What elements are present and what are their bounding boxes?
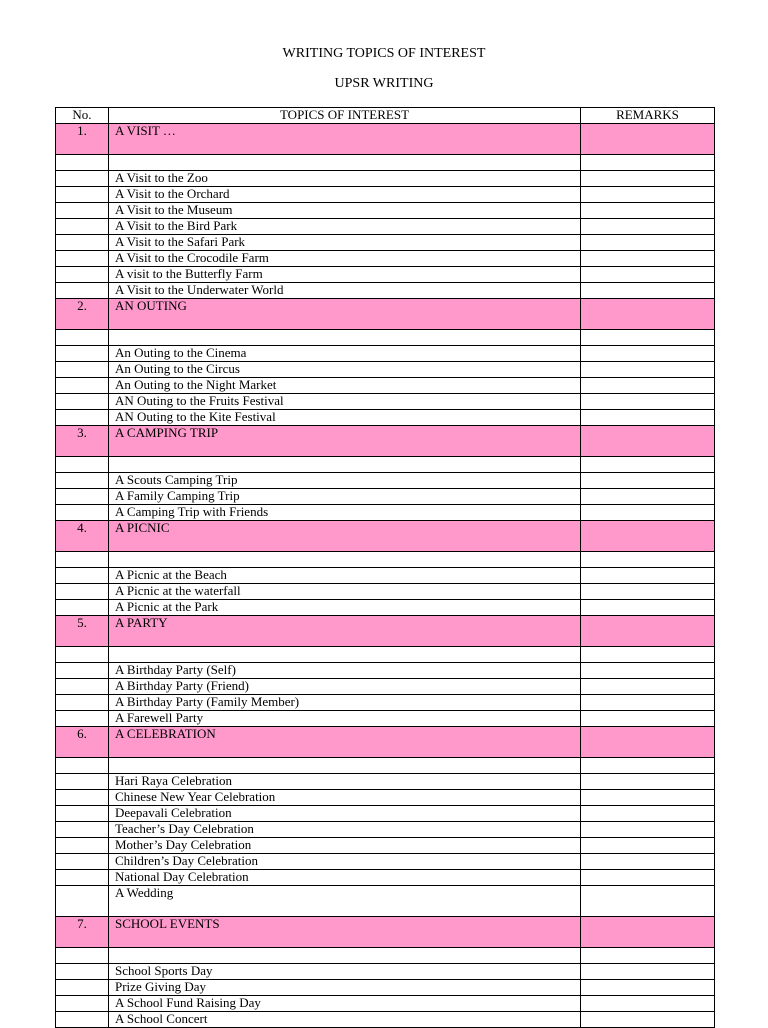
number-cell	[56, 568, 109, 584]
table-row	[56, 600, 715, 616]
table-row	[56, 838, 715, 854]
empty-cell	[56, 647, 109, 663]
topic-cell: Mother’s Day Celebration	[109, 838, 581, 854]
topic-cell: A Picnic at the Beach	[109, 568, 581, 584]
number-cell	[56, 996, 109, 1012]
topic-cell: AN Outing to the Fruits Festival	[109, 394, 581, 410]
table-row	[56, 980, 715, 996]
table-row	[56, 1012, 715, 1028]
number-cell	[56, 600, 109, 616]
table-row	[56, 679, 715, 695]
column-header-no: No.	[56, 108, 109, 124]
topic-cell: An Outing to the Cinema	[109, 346, 581, 362]
table-row	[56, 806, 715, 822]
section-number: 4.	[56, 521, 109, 552]
remarks-cell	[581, 203, 715, 219]
table-row	[56, 568, 715, 584]
table-row	[56, 711, 715, 727]
number-cell	[56, 584, 109, 600]
section-title: SCHOOL EVENTS	[109, 917, 581, 948]
number-cell	[56, 822, 109, 838]
section-header-row	[56, 521, 715, 552]
table-row	[56, 203, 715, 219]
empty-cell	[109, 330, 581, 346]
table-row	[56, 505, 715, 521]
empty-cell	[109, 758, 581, 774]
number-cell	[56, 346, 109, 362]
remarks-cell	[581, 552, 715, 568]
number-cell	[56, 410, 109, 426]
number-cell	[56, 695, 109, 711]
section-header-row	[56, 616, 715, 647]
remarks-cell	[581, 806, 715, 822]
remarks-cell	[581, 711, 715, 727]
section-header-row	[56, 299, 715, 330]
remarks-cell	[581, 758, 715, 774]
empty-cell	[109, 155, 581, 171]
topic-cell: A School Concert	[109, 1012, 581, 1028]
table-header-row	[56, 108, 715, 124]
remarks-cell	[581, 410, 715, 426]
section-title: A PARTY	[109, 616, 581, 647]
number-cell	[56, 171, 109, 187]
remarks-cell	[581, 600, 715, 616]
remarks-cell	[581, 362, 715, 378]
remarks-cell	[581, 299, 715, 330]
table-row	[56, 996, 715, 1012]
table-row	[56, 886, 715, 917]
topic-cell: Teacher’s Day Celebration	[109, 822, 581, 838]
topic-cell: A Birthday Party (Self)	[109, 663, 581, 679]
number-cell	[56, 964, 109, 980]
topic-cell: A Birthday Party (Family Member)	[109, 695, 581, 711]
number-cell	[56, 870, 109, 886]
table-row	[56, 790, 715, 806]
remarks-cell	[581, 1012, 715, 1028]
empty-cell	[56, 758, 109, 774]
topic-cell: A visit to the Butterfly Farm	[109, 267, 581, 283]
topic-cell: Prize Giving Day	[109, 980, 581, 996]
table-row	[56, 695, 715, 711]
topic-cell: A Picnic at the waterfall	[109, 584, 581, 600]
topic-cell: A Visit to the Underwater World	[109, 283, 581, 299]
section-number: 6.	[56, 727, 109, 758]
number-cell	[56, 283, 109, 299]
remarks-cell	[581, 155, 715, 171]
topic-cell: A Visit to the Museum	[109, 203, 581, 219]
topic-cell: A Visit to the Bird Park	[109, 219, 581, 235]
remarks-cell	[581, 679, 715, 695]
empty-cell	[56, 948, 109, 964]
table-row	[56, 267, 715, 283]
topic-cell: A Farewell Party	[109, 711, 581, 727]
spacer-row	[56, 647, 715, 663]
number-cell	[56, 473, 109, 489]
remarks-cell	[581, 695, 715, 711]
spacer-row	[56, 457, 715, 473]
topic-cell: A Visit to the Safari Park	[109, 235, 581, 251]
number-cell	[56, 394, 109, 410]
section-title: A PICNIC	[109, 521, 581, 552]
topic-cell: Deepavali Celebration	[109, 806, 581, 822]
table-row	[56, 378, 715, 394]
remarks-cell	[581, 647, 715, 663]
table-row	[56, 870, 715, 886]
topic-cell: Children’s Day Celebration	[109, 854, 581, 870]
topic-cell: A Wedding	[109, 886, 581, 917]
remarks-cell	[581, 267, 715, 283]
remarks-cell	[581, 886, 715, 917]
table-row	[56, 394, 715, 410]
section-number: 3.	[56, 426, 109, 457]
number-cell	[56, 1012, 109, 1028]
topic-cell: A Visit to the Zoo	[109, 171, 581, 187]
number-cell	[56, 774, 109, 790]
table-row	[56, 663, 715, 679]
number-cell	[56, 219, 109, 235]
remarks-cell	[581, 457, 715, 473]
section-header-row	[56, 727, 715, 758]
remarks-cell	[581, 996, 715, 1012]
number-cell	[56, 235, 109, 251]
table-row	[56, 410, 715, 426]
topic-cell: A School Fund Raising Day	[109, 996, 581, 1012]
section-title: A CAMPING TRIP	[109, 426, 581, 457]
remarks-cell	[581, 473, 715, 489]
number-cell	[56, 980, 109, 996]
table-body	[56, 124, 715, 1028]
number-cell	[56, 838, 109, 854]
empty-cell	[56, 552, 109, 568]
table-row	[56, 473, 715, 489]
spacer-row	[56, 330, 715, 346]
number-cell	[56, 679, 109, 695]
remarks-cell	[581, 219, 715, 235]
number-cell	[56, 886, 109, 917]
section-header-row	[56, 917, 715, 948]
empty-cell	[109, 552, 581, 568]
table-row	[56, 283, 715, 299]
table-row	[56, 854, 715, 870]
column-header-remarks: REMARKS	[581, 108, 715, 124]
remarks-cell	[581, 346, 715, 362]
table-row	[56, 219, 715, 235]
section-title: AN OUTING	[109, 299, 581, 330]
empty-cell	[56, 155, 109, 171]
remarks-cell	[581, 870, 715, 886]
remarks-cell	[581, 663, 715, 679]
number-cell	[56, 267, 109, 283]
remarks-cell	[581, 251, 715, 267]
page-subtitle: UPSR WRITING	[334, 76, 434, 91]
remarks-cell	[581, 774, 715, 790]
section-number: 7.	[56, 917, 109, 948]
remarks-cell	[581, 616, 715, 647]
section-header-row	[56, 426, 715, 457]
table-row	[56, 251, 715, 267]
remarks-cell	[581, 187, 715, 203]
remarks-cell	[581, 283, 715, 299]
number-cell	[56, 489, 109, 505]
remarks-cell	[581, 854, 715, 870]
section-header-row	[56, 124, 715, 155]
section-number: 5.	[56, 616, 109, 647]
remarks-cell	[581, 727, 715, 758]
number-cell	[56, 663, 109, 679]
number-cell	[56, 806, 109, 822]
section-title: A CELEBRATION	[109, 727, 581, 758]
empty-cell	[109, 948, 581, 964]
remarks-cell	[581, 489, 715, 505]
topic-cell: A Visit to the Orchard	[109, 187, 581, 203]
remarks-cell	[581, 394, 715, 410]
topics-table	[55, 107, 715, 1028]
topic-cell: A Camping Trip with Friends	[109, 505, 581, 521]
remarks-cell	[581, 948, 715, 964]
page-title: WRITING TOPICS OF INTEREST	[282, 46, 486, 61]
table-row	[56, 964, 715, 980]
remarks-cell	[581, 568, 715, 584]
table-row	[56, 362, 715, 378]
empty-cell	[56, 457, 109, 473]
remarks-cell	[581, 790, 715, 806]
topic-cell: Hari Raya Celebration	[109, 774, 581, 790]
empty-cell	[56, 330, 109, 346]
number-cell	[56, 203, 109, 219]
table-row	[56, 584, 715, 600]
table-row	[56, 774, 715, 790]
table-row	[56, 187, 715, 203]
topic-cell: A Birthday Party (Friend)	[109, 679, 581, 695]
remarks-cell	[581, 426, 715, 457]
number-cell	[56, 711, 109, 727]
number-cell	[56, 187, 109, 203]
table-row	[56, 235, 715, 251]
topic-cell: AN Outing to the Kite Festival	[109, 410, 581, 426]
section-number: 1.	[56, 124, 109, 155]
table-row	[56, 489, 715, 505]
spacer-row	[56, 155, 715, 171]
number-cell	[56, 790, 109, 806]
topic-cell: A Family Camping Trip	[109, 489, 581, 505]
section-number: 2.	[56, 299, 109, 330]
topic-cell: A Visit to the Crocodile Farm	[109, 251, 581, 267]
table-row	[56, 346, 715, 362]
empty-cell	[109, 647, 581, 663]
remarks-cell	[581, 124, 715, 155]
number-cell	[56, 505, 109, 521]
topic-cell: An Outing to the Night Market	[109, 378, 581, 394]
remarks-cell	[581, 378, 715, 394]
number-cell	[56, 251, 109, 267]
topic-cell: Chinese New Year Celebration	[109, 790, 581, 806]
remarks-cell	[581, 521, 715, 552]
topic-cell: A Scouts Camping Trip	[109, 473, 581, 489]
remarks-cell	[581, 822, 715, 838]
section-title: A VISIT …	[109, 124, 581, 155]
column-header-topic: TOPICS OF INTEREST	[109, 108, 581, 124]
remarks-cell	[581, 330, 715, 346]
spacer-row	[56, 758, 715, 774]
topic-cell: School Sports Day	[109, 964, 581, 980]
remarks-cell	[581, 235, 715, 251]
number-cell	[56, 854, 109, 870]
spacer-row	[56, 948, 715, 964]
table-row	[56, 171, 715, 187]
table-row	[56, 822, 715, 838]
topic-cell: National Day Celebration	[109, 870, 581, 886]
topic-cell: A Picnic at the Park	[109, 600, 581, 616]
spacer-row	[56, 552, 715, 568]
remarks-cell	[581, 838, 715, 854]
remarks-cell	[581, 980, 715, 996]
number-cell	[56, 378, 109, 394]
remarks-cell	[581, 505, 715, 521]
remarks-cell	[581, 171, 715, 187]
remarks-cell	[581, 964, 715, 980]
remarks-cell	[581, 917, 715, 948]
empty-cell	[109, 457, 581, 473]
number-cell	[56, 362, 109, 378]
remarks-cell	[581, 584, 715, 600]
topic-cell: An Outing to the Circus	[109, 362, 581, 378]
